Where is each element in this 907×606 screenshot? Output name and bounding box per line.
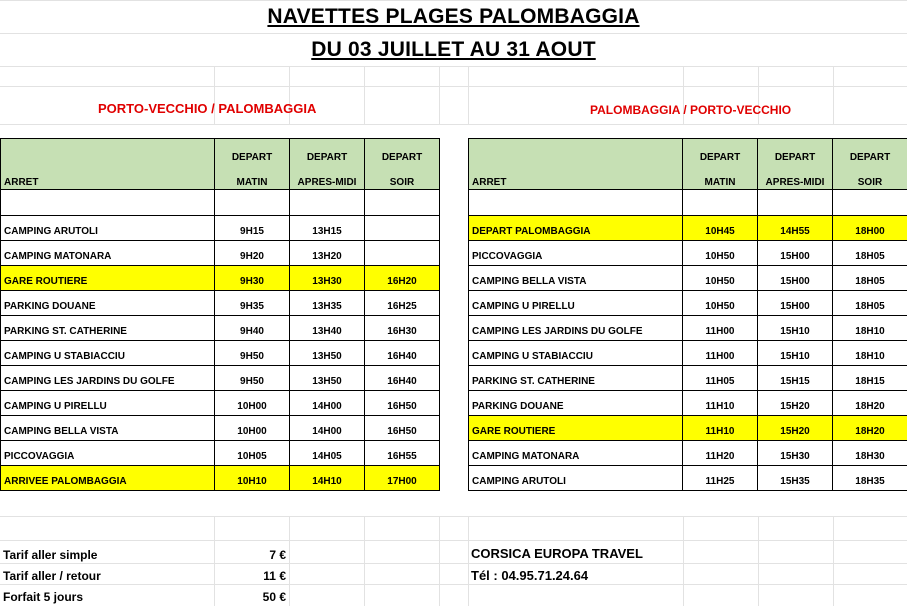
table-row bbox=[469, 391, 907, 416]
departure-time: 11H10 bbox=[683, 416, 758, 441]
header-time-col bbox=[683, 139, 758, 190]
stop-name: CAMPING U PIRELLU bbox=[469, 291, 683, 316]
departure-time: 18H05 bbox=[833, 266, 907, 291]
departure-time: 16H40 bbox=[365, 341, 440, 366]
table-row bbox=[469, 466, 907, 491]
departure-time: 10H00 bbox=[215, 416, 290, 441]
departure-time: 16H40 bbox=[365, 366, 440, 391]
grid-vline bbox=[683, 516, 684, 606]
stop-name: PARKING DOUANE bbox=[1, 291, 215, 316]
header-depart-label: DEPART bbox=[231, 152, 273, 163]
blank-cell bbox=[758, 190, 833, 216]
departure-time: 15H15 bbox=[758, 366, 833, 391]
header-period-label: APRES-MIDI bbox=[765, 177, 825, 188]
stop-name: PARKING ST. CATHERINE bbox=[1, 316, 215, 341]
stop-name: PARKING DOUANE bbox=[469, 391, 683, 416]
grid-vline bbox=[758, 516, 759, 606]
grid-hline bbox=[0, 33, 907, 34]
departure-time: 13H40 bbox=[290, 316, 365, 341]
stop-name: PICCOVAGGIA bbox=[469, 241, 683, 266]
departure-time: 15H20 bbox=[758, 391, 833, 416]
blank-cell bbox=[1, 190, 215, 216]
departure-time: 10H50 bbox=[683, 241, 758, 266]
outbound-heading: PORTO-VECCHIO / PALOMBAGGIA bbox=[98, 101, 317, 116]
departure-time: 9H15 bbox=[215, 216, 290, 241]
departure-time: 11H10 bbox=[683, 391, 758, 416]
header-stop-label: ARRET bbox=[472, 177, 507, 188]
departure-time: 14H00 bbox=[290, 416, 365, 441]
outbound-timetable bbox=[0, 138, 440, 491]
departure-time: 18H10 bbox=[833, 341, 907, 366]
departure-time: 13H50 bbox=[290, 366, 365, 391]
stop-name: GARE ROUTIERE bbox=[1, 266, 215, 291]
header-period-label: APRES-MIDI bbox=[297, 177, 357, 188]
grid-hline bbox=[0, 0, 907, 1]
stop-name: ARRIVEE PALOMBAGGIA bbox=[1, 466, 215, 491]
departure-time: 13H15 bbox=[290, 216, 365, 241]
header-time-col bbox=[290, 139, 365, 190]
header-period-label: MATIN bbox=[236, 177, 268, 188]
header-period-label: SOIR bbox=[857, 177, 883, 188]
table-row bbox=[1, 266, 440, 291]
stop-name: CAMPING U STABIACCIU bbox=[469, 341, 683, 366]
departure-time: 9H30 bbox=[215, 266, 290, 291]
table-row bbox=[1, 241, 440, 266]
departure-time: 9H50 bbox=[215, 366, 290, 391]
departure-time: 16H50 bbox=[365, 391, 440, 416]
table-row bbox=[1, 441, 440, 466]
table-row bbox=[1, 416, 440, 441]
grid-hline bbox=[0, 66, 907, 67]
price-return-label: Tarif aller / retour bbox=[3, 569, 101, 583]
departure-time: 9H35 bbox=[215, 291, 290, 316]
departure-time: 10H50 bbox=[683, 291, 758, 316]
departure-time bbox=[365, 216, 440, 241]
departure-time: 10H50 bbox=[683, 266, 758, 291]
stop-name: CAMPING LES JARDINS DU GOLFE bbox=[1, 366, 215, 391]
stop-name: CAMPING MATONARA bbox=[469, 441, 683, 466]
blank-cell bbox=[469, 190, 683, 216]
departure-time: 11H00 bbox=[683, 316, 758, 341]
grid-vline bbox=[289, 516, 290, 606]
stop-name: CAMPING BELLA VISTA bbox=[469, 266, 683, 291]
stop-name: CAMPING BELLA VISTA bbox=[1, 416, 215, 441]
grid-hline bbox=[0, 584, 907, 585]
header-period-label: MATIN bbox=[704, 177, 736, 188]
departure-time: 10H00 bbox=[215, 391, 290, 416]
departure-time: 17H00 bbox=[365, 466, 440, 491]
departure-time: 15H00 bbox=[758, 266, 833, 291]
departure-time: 14H00 bbox=[290, 391, 365, 416]
table-row bbox=[1, 216, 440, 241]
departure-time: 18H20 bbox=[833, 416, 907, 441]
departure-time: 15H30 bbox=[758, 441, 833, 466]
blank-cell bbox=[215, 190, 290, 216]
page-subtitle-dates: DU 03 JUILLET AU 31 AOUT bbox=[311, 38, 596, 61]
stop-name: CAMPING LES JARDINS DU GOLFE bbox=[469, 316, 683, 341]
departure-time: 15H35 bbox=[758, 466, 833, 491]
grid-hline bbox=[0, 124, 907, 125]
table-row bbox=[469, 416, 907, 441]
price-single-value: 7 € bbox=[269, 548, 286, 562]
grid-hline bbox=[0, 563, 907, 564]
price-single-label: Tarif aller simple bbox=[3, 548, 98, 562]
grid-vline bbox=[468, 66, 469, 124]
stop-name: CAMPING U STABIACCIU bbox=[1, 341, 215, 366]
departure-time: 11H05 bbox=[683, 366, 758, 391]
header-time-col bbox=[758, 139, 833, 190]
stop-name: PICCOVAGGIA bbox=[1, 441, 215, 466]
agency-phone: Tél : 04.95.71.24.64 bbox=[471, 568, 589, 583]
table-row bbox=[469, 341, 907, 366]
header-depart-label: DEPART bbox=[774, 152, 816, 163]
grid-vline bbox=[833, 66, 834, 124]
header-stop-label: ARRET bbox=[4, 177, 39, 188]
header-stop bbox=[1, 139, 215, 190]
grid-vline bbox=[364, 516, 365, 606]
stop-name: GARE ROUTIERE bbox=[469, 416, 683, 441]
page-title: NAVETTES PLAGES PALOMBAGGIA bbox=[267, 5, 640, 28]
blank-row bbox=[1, 190, 440, 216]
departure-time: 15H10 bbox=[758, 341, 833, 366]
header-time-col bbox=[215, 139, 290, 190]
departure-time: 9H40 bbox=[215, 316, 290, 341]
table-row bbox=[469, 291, 907, 316]
departure-time: 14H05 bbox=[290, 441, 365, 466]
departure-time: 9H20 bbox=[215, 241, 290, 266]
blank-cell bbox=[833, 190, 907, 216]
departure-time: 10H10 bbox=[215, 466, 290, 491]
grid-vline bbox=[468, 516, 469, 606]
table-row bbox=[469, 241, 907, 266]
departure-time: 10H45 bbox=[683, 216, 758, 241]
departure-time: 13H35 bbox=[290, 291, 365, 316]
blank-cell bbox=[290, 190, 365, 216]
stop-name: DEPART PALOMBAGGIA bbox=[469, 216, 683, 241]
header-time-col bbox=[833, 139, 907, 190]
price-5days-label: Forfait 5 jours bbox=[3, 590, 84, 604]
grid-vline bbox=[833, 516, 834, 606]
departure-time: 10H05 bbox=[215, 441, 290, 466]
return-timetable bbox=[468, 138, 907, 491]
header-depart-label: DEPART bbox=[381, 152, 423, 163]
departure-time: 11H20 bbox=[683, 441, 758, 466]
table-row bbox=[469, 366, 907, 391]
grid-hline bbox=[0, 86, 907, 87]
departure-time: 13H50 bbox=[290, 341, 365, 366]
blank-row bbox=[469, 190, 907, 216]
departure-time: 13H20 bbox=[290, 241, 365, 266]
departure-time: 16H30 bbox=[365, 316, 440, 341]
departure-time: 15H20 bbox=[758, 416, 833, 441]
departure-time: 11H25 bbox=[683, 466, 758, 491]
departure-time: 18H20 bbox=[833, 391, 907, 416]
stop-name: CAMPING MATONARA bbox=[1, 241, 215, 266]
blank-cell bbox=[365, 190, 440, 216]
stop-name: CAMPING U PIRELLU bbox=[1, 391, 215, 416]
table-row bbox=[1, 291, 440, 316]
table-row bbox=[469, 316, 907, 341]
departure-time: 18H05 bbox=[833, 241, 907, 266]
table-row bbox=[1, 316, 440, 341]
table-row bbox=[469, 266, 907, 291]
header-depart-label: DEPART bbox=[699, 152, 741, 163]
table-row bbox=[1, 366, 440, 391]
table-row bbox=[469, 216, 907, 241]
stop-name: PARKING ST. CATHERINE bbox=[469, 366, 683, 391]
grid-hline bbox=[0, 516, 907, 517]
departure-time: 16H50 bbox=[365, 416, 440, 441]
departure-time: 18H15 bbox=[833, 366, 907, 391]
agency-name: CORSICA EUROPA TRAVEL bbox=[471, 546, 643, 561]
header-time-col bbox=[365, 139, 440, 190]
departure-time: 11H00 bbox=[683, 341, 758, 366]
departure-time: 18H05 bbox=[833, 291, 907, 316]
header-depart-label: DEPART bbox=[306, 152, 348, 163]
departure-time: 14H55 bbox=[758, 216, 833, 241]
departure-time: 18H30 bbox=[833, 441, 907, 466]
grid-vline bbox=[439, 516, 440, 606]
price-return-value: 11 € bbox=[263, 569, 286, 583]
departure-time: 9H50 bbox=[215, 341, 290, 366]
grid-vline bbox=[439, 66, 440, 124]
departure-time: 18H00 bbox=[833, 216, 907, 241]
departure-time: 13H30 bbox=[290, 266, 365, 291]
table-row bbox=[469, 441, 907, 466]
departure-time: 16H20 bbox=[365, 266, 440, 291]
grid-hline bbox=[0, 540, 907, 541]
departure-time: 15H00 bbox=[758, 241, 833, 266]
header-depart-label: DEPART bbox=[849, 152, 891, 163]
header-stop bbox=[469, 139, 683, 190]
stop-name: CAMPING ARUTOLI bbox=[469, 466, 683, 491]
blank-cell bbox=[683, 190, 758, 216]
price-5days-value: 50 € bbox=[262, 590, 286, 604]
departure-time: 16H55 bbox=[365, 441, 440, 466]
departure-time: 15H00 bbox=[758, 291, 833, 316]
return-heading: PALOMBAGGIA / PORTO-VECCHIO bbox=[590, 103, 792, 117]
grid-vline bbox=[364, 66, 365, 124]
departure-time: 16H25 bbox=[365, 291, 440, 316]
departure-time: 18H10 bbox=[833, 316, 907, 341]
table-row bbox=[1, 391, 440, 416]
table-row bbox=[1, 341, 440, 366]
table-row bbox=[1, 466, 440, 491]
departure-time bbox=[365, 241, 440, 266]
departure-time: 14H10 bbox=[290, 466, 365, 491]
departure-time: 18H35 bbox=[833, 466, 907, 491]
stop-name: CAMPING ARUTOLI bbox=[1, 216, 215, 241]
departure-time: 15H10 bbox=[758, 316, 833, 341]
header-period-label: SOIR bbox=[389, 177, 415, 188]
header-row bbox=[1, 139, 440, 190]
header-row bbox=[469, 139, 907, 190]
